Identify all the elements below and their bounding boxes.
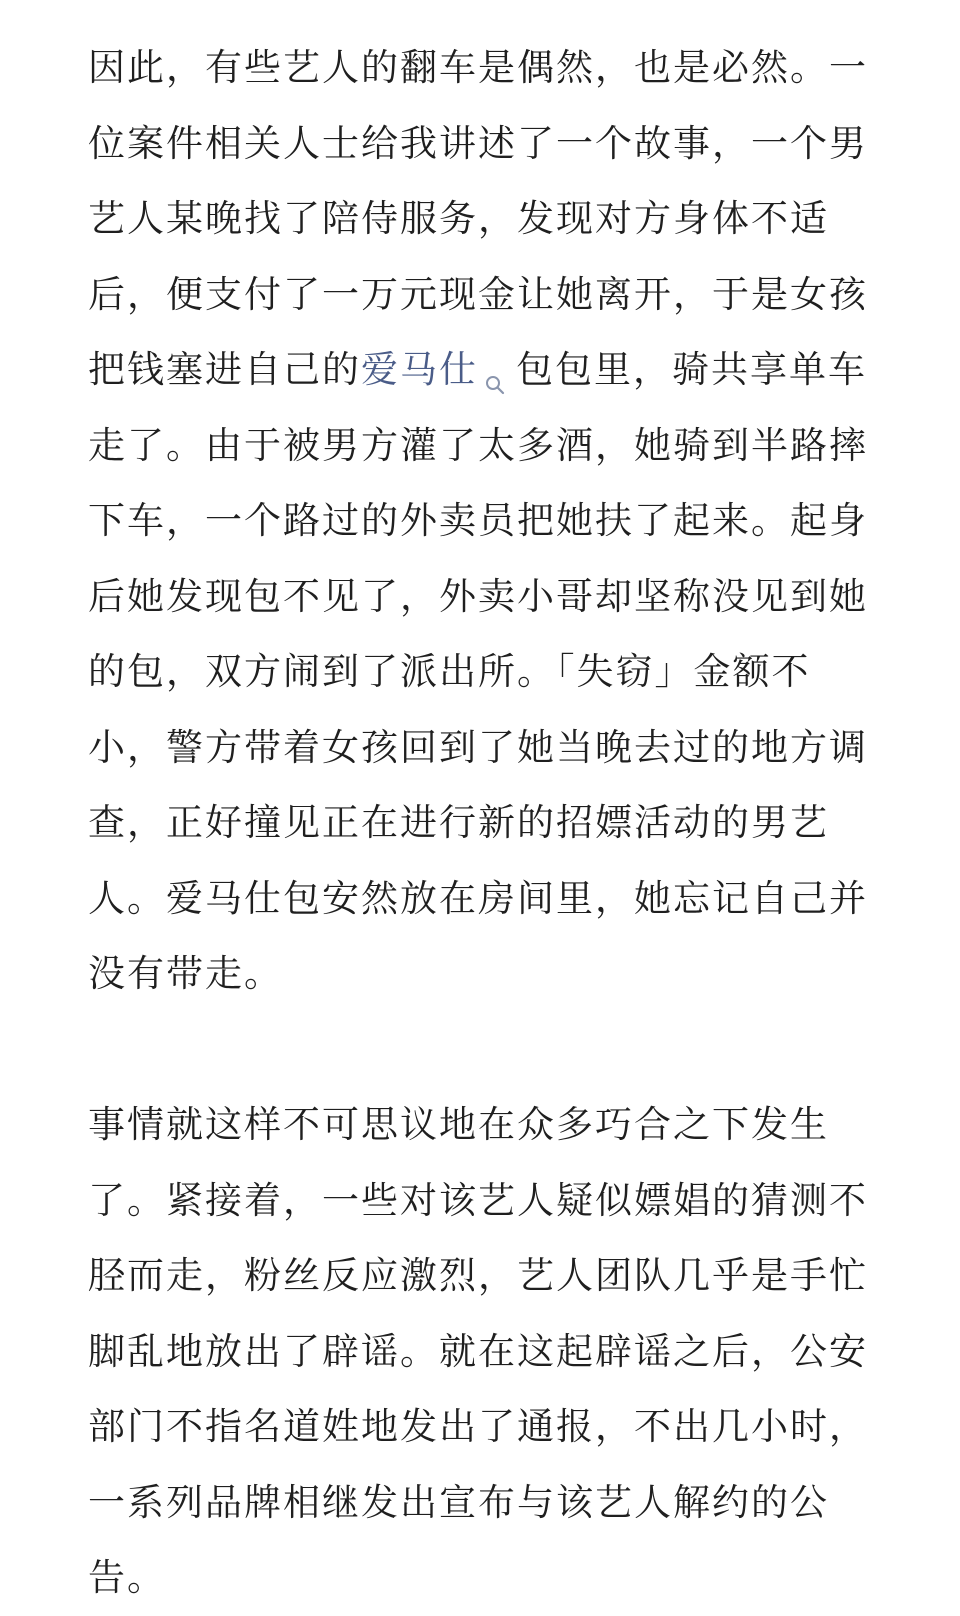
text-line: 胫而走，粉丝反应激烈，艺人团队几乎是手忙 [88, 1254, 868, 1297]
text-line: 部门不指名道姓地发出了通报，不出几小时， [88, 1405, 868, 1448]
text-line: 后，便支付了一万元现金让她离开，于是女孩 [88, 272, 868, 316]
text-line: 了。紧接着，一些对该艺人疑似嫖娼的猜测不 [88, 1178, 868, 1222]
text-line: 的包，双方闹到了派出所。「失窃」金额不 [88, 650, 811, 693]
paragraph-gap [88, 1012, 868, 1088]
text-segment: 把钱塞进自己的 [88, 348, 361, 391]
article-body [88, 30, 868, 1616]
text-line: 小，警方带着女孩回到了她当晚去过的地方调 [88, 725, 868, 769]
text-line: 人。爱马仕包安然放在房间里，她忘记自己并 [88, 876, 868, 920]
text-line-with-link [88, 332, 868, 408]
text-line: 没有带走。 [88, 952, 283, 995]
paragraph-2 [88, 1087, 868, 1616]
text-segment: 包包里，骑共享单车 [516, 348, 867, 391]
text-line: 因此，有些艺人的翻车是偶然，也是必然。一 [88, 46, 868, 89]
hermes-search-link[interactable]: 爱马仕 [361, 348, 478, 391]
text-line: 脚乱地放出了辟谣。就在这起辟谣之后，公安 [88, 1329, 868, 1373]
text-line: 后她发现包不见了，外卖小哥却坚称没见到她 [88, 574, 868, 618]
text-line: 位案件相关人士给我讲述了一个故事，一个男 [88, 121, 868, 165]
text-line: 事情就这样不可思议地在众多巧合之下发生 [88, 1103, 829, 1146]
text-line: 走了。由于被男方灌了太多酒，她骑到半路摔 [88, 423, 868, 467]
paragraph-1 [88, 30, 868, 1012]
text-line: 一系列品牌相继发出宣布与该艺人解约的公 [88, 1480, 829, 1524]
text-line: 艺人某晚找了陪侍服务，发现对方身体不适 [88, 197, 829, 240]
search-icon[interactable] [484, 346, 506, 368]
text-line: 告。 [88, 1556, 166, 1599]
text-line: 查，正好撞见正在进行新的招嫖活动的男艺 [88, 801, 829, 844]
text-line: 下车，一个路过的外卖员把她扶了起来。起身 [88, 499, 868, 542]
